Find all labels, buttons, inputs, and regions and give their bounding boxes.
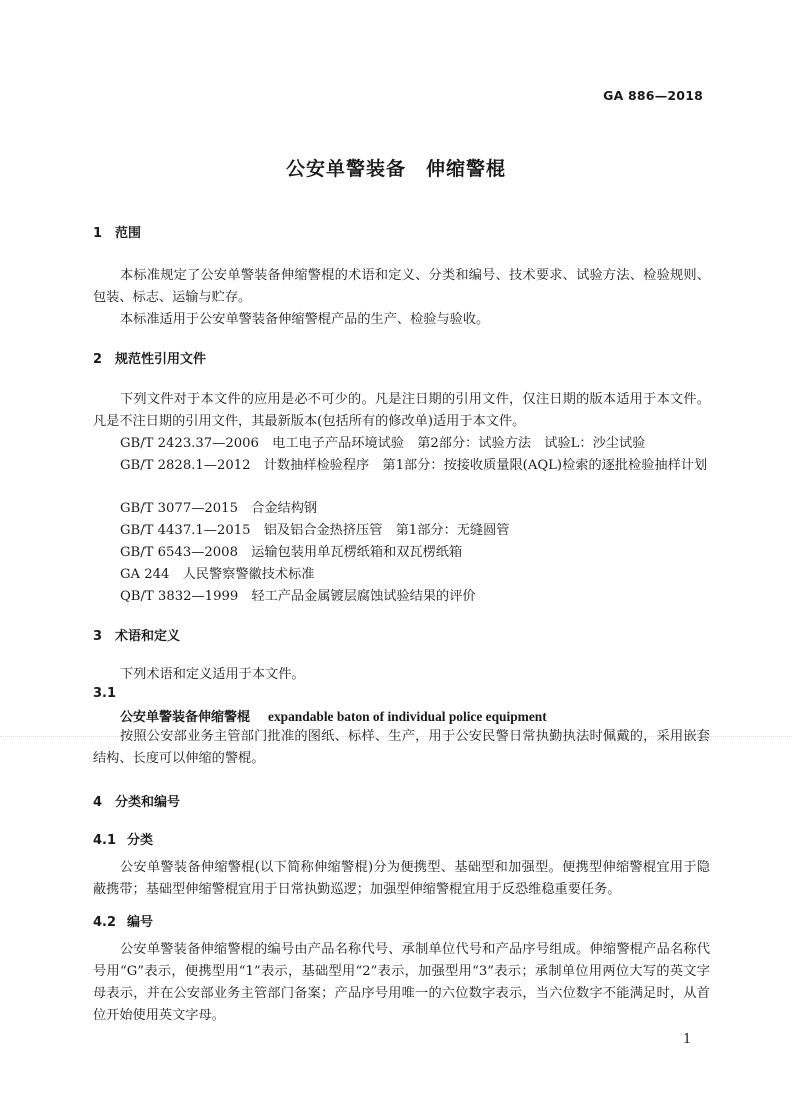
- standard-code: GA 886—2018: [603, 88, 703, 103]
- section-number: 2: [93, 352, 103, 367]
- term-number: 3.1: [93, 686, 117, 701]
- reference-item: GA 244 人民警察警徽技术标准: [120, 567, 315, 582]
- term-english: expandable baton of individual police equipment: [268, 709, 547, 724]
- reference-item: GB/T 4437.1—2015 铝及铝合金热挤压管 第1部分：无缝圆管: [120, 523, 510, 538]
- subsection-4-2-heading: [93, 911, 153, 930]
- reference-item: GB/T 2423.37—2006 电工电子产品环境试验 第2部分：试验方法 试验L：沙尘试验: [120, 436, 646, 451]
- section-number: 4: [93, 795, 103, 810]
- reference-item: QB/T 3832—1999 轻工产品金属镀层腐蚀试验结果的评价: [120, 589, 476, 604]
- section-number: 3: [93, 629, 103, 644]
- term-definition: 按照公安部业务主管部门批准的图纸、标样、生产，用于公安民警日常执勤执法时佩戴的，采用嵌套结构、长度可以伸缩的警棍。: [93, 729, 710, 766]
- section-2-heading: [93, 348, 206, 367]
- paragraph: 本标准适用于公安单警装备伸缩警棍产品的生产、检验与验收。: [120, 312, 490, 327]
- paragraph: 公安单警装备伸缩警棍的编号由产品名称代号、承制单位代号和产品序号组成。伸缩警棍产品名称代号用“G”表示，便携型用“1”表示，基础型用“2”表示，加强型用“3”表示；承制单位用两位大写的英文字母表示，并在公安部业务主管部门备案；产品序号用唯一的六位数字表示，当六位数字不能满足时，从首位开始使用英文字母。: [93, 942, 710, 1023]
- paragraph: 下列术语和定义适用于本文件。: [120, 667, 305, 682]
- page-number: 1: [683, 1032, 692, 1047]
- paragraph: 本标准规定了公安单警装备伸缩警棍的术语和定义、分类和编号、技术要求、试验方法、检验规则、包装、标志、运输与贮存。: [93, 268, 710, 305]
- section-title: 规范性引用文件: [115, 352, 207, 367]
- paragraph: 下列文件对于本文件的应用是必不可少的。凡是注日期的引用文件，仅注日期的版本适用于本文件。凡是不注日期的引用文件，其最新版本(包括所有的修改单)适用于本文件。: [93, 392, 710, 429]
- subsection-number: 4.1: [93, 833, 117, 848]
- subsection-title: 分类: [127, 833, 154, 848]
- section-number: 1: [93, 226, 103, 241]
- section-4-heading: [93, 791, 180, 810]
- section-title: 术语和定义: [115, 629, 181, 644]
- subsection-title: 编号: [127, 915, 154, 930]
- term-entry: [120, 706, 547, 725]
- reference-item: GB/T 2828.1—2012 计数抽样检验程序 第1部分：按接收质量限(AQL)检索的逐批检验抽样计划: [120, 458, 708, 473]
- section-3-heading: [93, 625, 180, 644]
- section-title: 分类和编号: [115, 795, 181, 810]
- subsection-4-1-heading: [93, 829, 153, 848]
- reference-item: GB/T 6543—2008 运输包装用单瓦楞纸箱和双瓦楞纸箱: [120, 545, 463, 560]
- section-title: 范围: [115, 226, 142, 241]
- reference-item: GB/T 3077—2015 合金结构钢: [120, 501, 318, 516]
- page-title: 公安单警装备 伸缩警棍: [285, 158, 506, 180]
- term-chinese: 公安单警装备伸缩警棍: [120, 710, 251, 725]
- paragraph: 公安单警装备伸缩警棍(以下简称伸缩警棍)分为便携型、基础型和加强型。便携型伸缩警棍宜用于隐蔽携带；基础型伸缩警棍宜用于日常执勤巡逻；加强型伸缩警棍宜用于反恐维稳重要任务。: [93, 860, 710, 897]
- subsection-number: 4.2: [93, 915, 117, 930]
- section-1-heading: [93, 222, 141, 241]
